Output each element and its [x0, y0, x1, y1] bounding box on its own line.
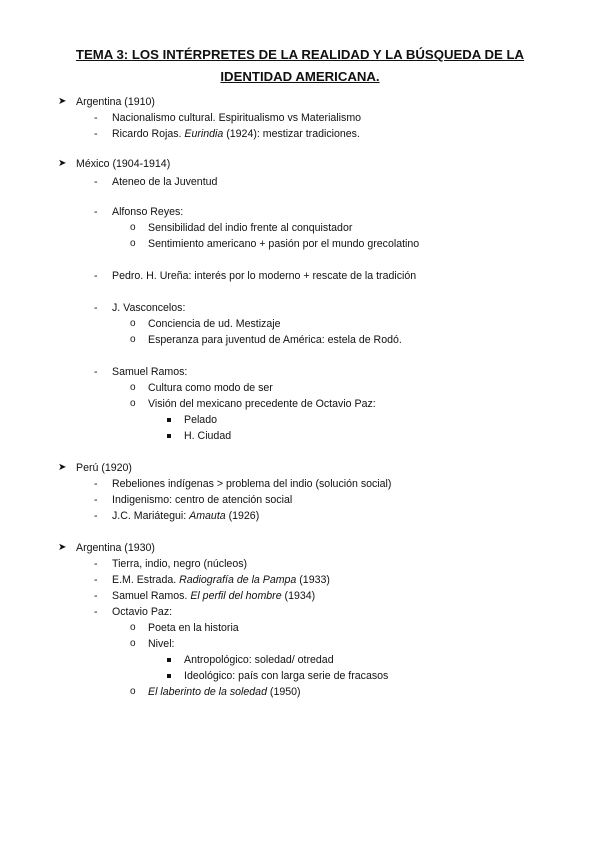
item-text: E.M. Estrada.: [112, 574, 180, 586]
circle-bullet-icon: o: [130, 686, 136, 697]
list-item: Indigenismo: centro de atención social: [112, 494, 293, 506]
dash-bullet-icon: -: [94, 606, 98, 618]
arrow-bullet-icon: ➤: [58, 462, 67, 473]
list-item: Alfonso Reyes:: [112, 206, 184, 218]
dash-bullet-icon: -: [94, 574, 98, 586]
dash-bullet-icon: -: [94, 176, 98, 188]
sub-sub-item: Antropológico: soledad/ otredad: [184, 654, 334, 666]
square-bullet-icon: [167, 674, 171, 678]
dash-bullet-icon: -: [94, 112, 98, 124]
sub-item: Poeta en la historia: [148, 622, 239, 634]
sub-sub-item: Ideológico: país con larga serie de fracasos: [184, 670, 389, 682]
item-text: (1926): [225, 510, 260, 522]
work-title: El perfil del hombre: [190, 590, 282, 602]
sub-item: Esperanza para juventud de América: estela de Rodó.: [148, 334, 402, 346]
work-title: Eurindia: [184, 128, 224, 140]
sub-item: Conciencia de ud. Mestizaje: [148, 318, 281, 330]
list-item: [112, 589, 315, 603]
work-title: Amauta: [189, 510, 226, 522]
dash-bullet-icon: -: [94, 494, 98, 506]
list-item: [112, 509, 259, 523]
section-heading: Argentina (1930): [76, 542, 155, 554]
item-text: J.C. Mariátegui:: [112, 510, 190, 522]
list-item: [112, 573, 330, 587]
circle-bullet-icon: o: [130, 382, 136, 393]
list-item: J. Vasconcelos:: [112, 302, 186, 314]
sub-item: Sensibilidad del indio frente al conquistador: [148, 222, 353, 234]
dash-bullet-icon: -: [94, 270, 98, 282]
arrow-bullet-icon: ➤: [58, 158, 67, 169]
circle-bullet-icon: o: [130, 238, 136, 249]
item-text: (1950): [266, 686, 301, 698]
list-item: Pedro. H. Ureña: interés por lo moderno + rescate de la tradición: [112, 270, 417, 282]
list-item: Ateneo de la Juventud: [112, 176, 218, 188]
sub-item: Visión del mexicano precedente de Octavio Paz:: [148, 398, 376, 410]
dash-bullet-icon: -: [94, 206, 98, 218]
dash-bullet-icon: -: [94, 302, 98, 314]
item-text: (1924): mestizar tradiciones.: [223, 128, 360, 140]
dash-bullet-icon: -: [94, 590, 98, 602]
item-text: (1934): [281, 590, 316, 602]
section-heading: Argentina (1910): [76, 96, 155, 108]
item-text: (1933): [296, 574, 330, 586]
section-heading: Perú (1920): [76, 462, 132, 474]
dash-bullet-icon: -: [94, 478, 98, 490]
sub-item: Cultura como modo de ser: [148, 382, 273, 394]
arrow-bullet-icon: ➤: [58, 96, 67, 107]
circle-bullet-icon: o: [130, 398, 136, 409]
list-item: Samuel Ramos:: [112, 366, 188, 378]
item-text: Ricardo Rojas.: [112, 128, 185, 140]
circle-bullet-icon: o: [130, 222, 136, 233]
dash-bullet-icon: -: [94, 558, 98, 570]
work-title: El laberinto de la soledad: [148, 686, 267, 698]
sub-item: Nivel:: [148, 638, 175, 650]
dash-bullet-icon: -: [94, 128, 98, 140]
circle-bullet-icon: o: [130, 622, 136, 633]
list-item: Octavio Paz:: [112, 606, 173, 618]
list-item: Tierra, indio, negro (núcleos): [112, 558, 248, 570]
document-title-line-2: IDENTIDAD AMERICANA.: [220, 69, 380, 84]
item-text: Samuel Ramos.: [112, 590, 191, 602]
circle-bullet-icon: o: [130, 318, 136, 329]
work-title: Radiografía de la Pampa: [179, 574, 297, 586]
dash-bullet-icon: -: [94, 366, 98, 378]
sub-item: [148, 685, 301, 699]
square-bullet-icon: [167, 418, 171, 422]
dash-bullet-icon: -: [94, 510, 98, 522]
list-item: [112, 127, 360, 141]
circle-bullet-icon: o: [130, 334, 136, 345]
document-title-line-1: TEMA 3: LOS INTÉRPRETES DE LA REALIDAD Y LA BÚSQUEDA DE LA: [75, 47, 525, 62]
circle-bullet-icon: o: [130, 638, 136, 649]
sub-item: Sentimiento americano + pasión por el mundo grecolatino: [148, 238, 420, 250]
sub-sub-item: Pelado: [184, 414, 217, 426]
list-item: Rebeliones indígenas > problema del indio (solución social): [112, 478, 392, 490]
section-heading: México (1904-1914): [76, 158, 171, 170]
arrow-bullet-icon: ➤: [58, 542, 67, 553]
square-bullet-icon: [167, 658, 171, 662]
square-bullet-icon: [167, 434, 171, 438]
sub-sub-item: H. Ciudad: [184, 430, 232, 442]
list-item: Nacionalismo cultural. Espiritualismo vs Materialismo: [112, 112, 362, 124]
